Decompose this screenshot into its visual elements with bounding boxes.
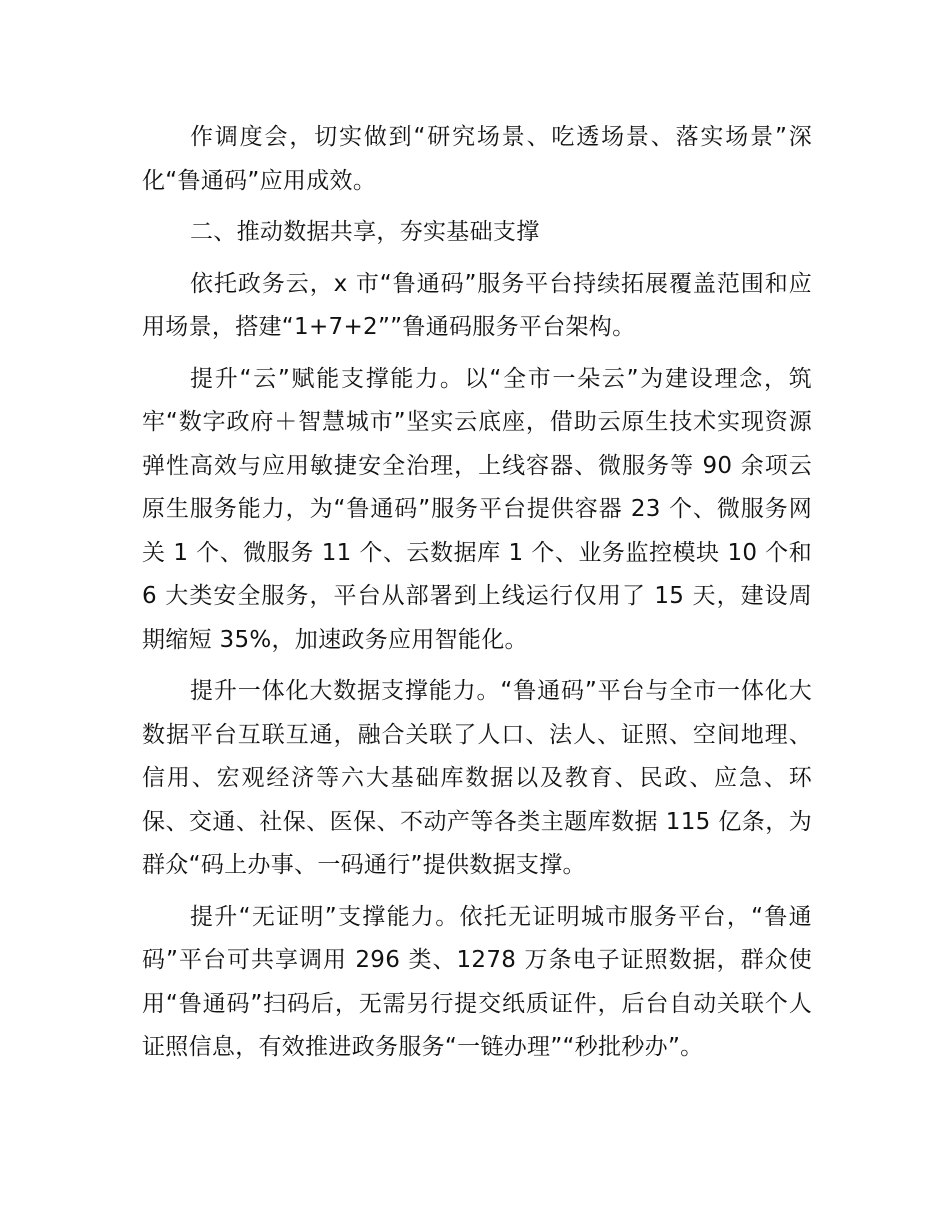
paragraph-cloud-capability: 提升“云”赋能支撑能力。以“全市一朵云”为建设理念，筑牢“数字政府＋智慧城市”坚实云底座，借助云原生技术实现资源弹性高效与应用敏捷安全治理，上线容器、微服务等 90 余项云原生服务能力，为“鲁通码”服务平台提供容器 23 个、微服务网关 1 个、微服务 11 个、云数据库 1 个、业务监控模块 10 个和 6 大类安全服务，平台从部署到上线运行仅用了 15 天，建设周期缩短 35%，加速政务应用智能化。 [142,365,812,653]
document-body [142,116,812,1078]
paragraph-intro: 依托政务云，x 市“鲁通码”服务平台持续拓展覆盖范围和应用场景，搭建“1+7+2””鲁通码服务平台架构。 [142,270,812,340]
paragraph-continuation: 作调度会，切实做到“研究场景、吃透场景、落实场景”深化“鲁通码”应用成效。 [142,124,812,194]
section-heading-2: 二、推动数据共享，夯实基础支撑 [190,219,540,245]
paragraph-no-certificate-capability: 提升“无证明”支撑能力。依托无证明城市服务平台，“鲁通码”平台可共享调用 296 类、1278 万条电子证照数据，群众使用“鲁通码”扫码后，无需另行提交纸质证件，后台自动关联个人证照信息，有效推进政务服务“一链办理”“秒批秒办”。 [142,903,812,1060]
paragraph-bigdata-capability: 提升一体化大数据支撑能力。“鲁通码”平台与全市一体化大数据平台互联互通，融合关联了人口、法人、证照、空间地理、信用、宏观经济等六大基础库数据以及教育、民政、应急、环保、交通、社保、医保、不动产等各类主题库数据 115 亿条，为群众“码上办事、一码通行”提供数据支撑。 [142,678,812,878]
